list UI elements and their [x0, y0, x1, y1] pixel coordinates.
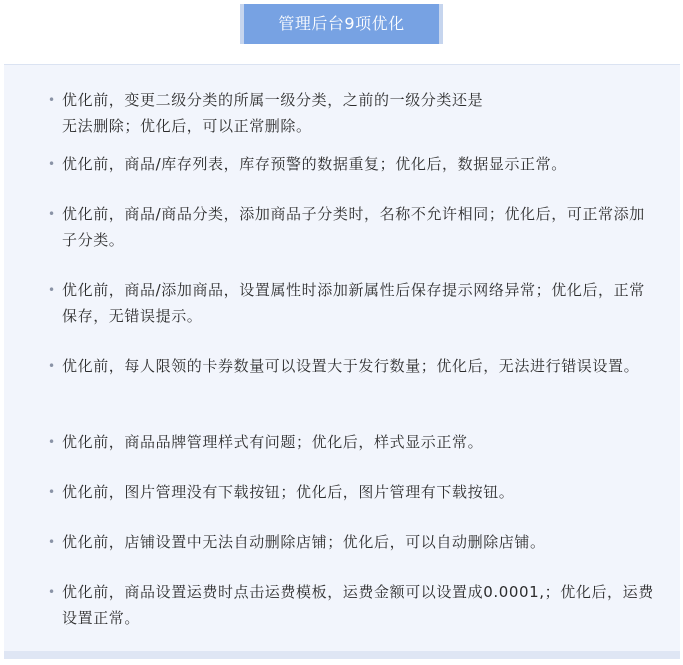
bullet-icon: • [48, 485, 56, 499]
list-item-text: 优化前，商品品牌管理样式有问题；优化后，样式显示正常。 [62, 433, 484, 451]
list-item-text: 优化前，店铺设置中无法自动删除店铺；优化后，可以自动删除店铺。 [62, 533, 546, 551]
page-title: 管理后台9项优化 [244, 4, 439, 44]
bullet-icon: • [48, 435, 56, 449]
list-item-text: 优化前，图片管理没有下载按钮；优化后，图片管理有下载按钮。 [62, 483, 515, 501]
title-badge-frame [240, 4, 443, 44]
bullet-icon: • [48, 585, 56, 599]
list-item-text: 优化前，商品设置运费时点击运费模板，运费金额可以设置成0.0001,；优化后，运费设置正常。 [62, 583, 654, 627]
bullet-icon: • [48, 359, 56, 373]
list-item-text: 优化前，商品/添加商品，设置属性时添加新属性后保存提示网络异常；优化后，正常保存，无错误提示。 [62, 281, 645, 325]
bullet-icon: • [48, 207, 56, 221]
list-item-text: 优化前，商品/库存列表，库存预警的数据重复；优化后，数据显示正常。 [62, 155, 567, 173]
bullet-icon: • [48, 535, 56, 549]
panel-bottom-border [4, 651, 680, 659]
bullet-icon: • [48, 157, 56, 171]
bullet-icon: • [48, 283, 56, 297]
list-item-text: 优化前，变更二级分类的所属一级分类，之前的一级分类还是 无法删除；优化后，可以正常删除。 [62, 91, 484, 135]
bullet-icon: • [48, 93, 56, 107]
optimization-list-panel [4, 64, 680, 651]
list-item-text: 优化前，每人限领的卡券数量可以设置大于发行数量；优化后，无法进行错误设置。 [62, 357, 640, 375]
list-item-text: 优化前，商品/商品分类，添加商品子分类时，名称不允许相同；优化后，可正常添加子分类。 [62, 205, 645, 249]
